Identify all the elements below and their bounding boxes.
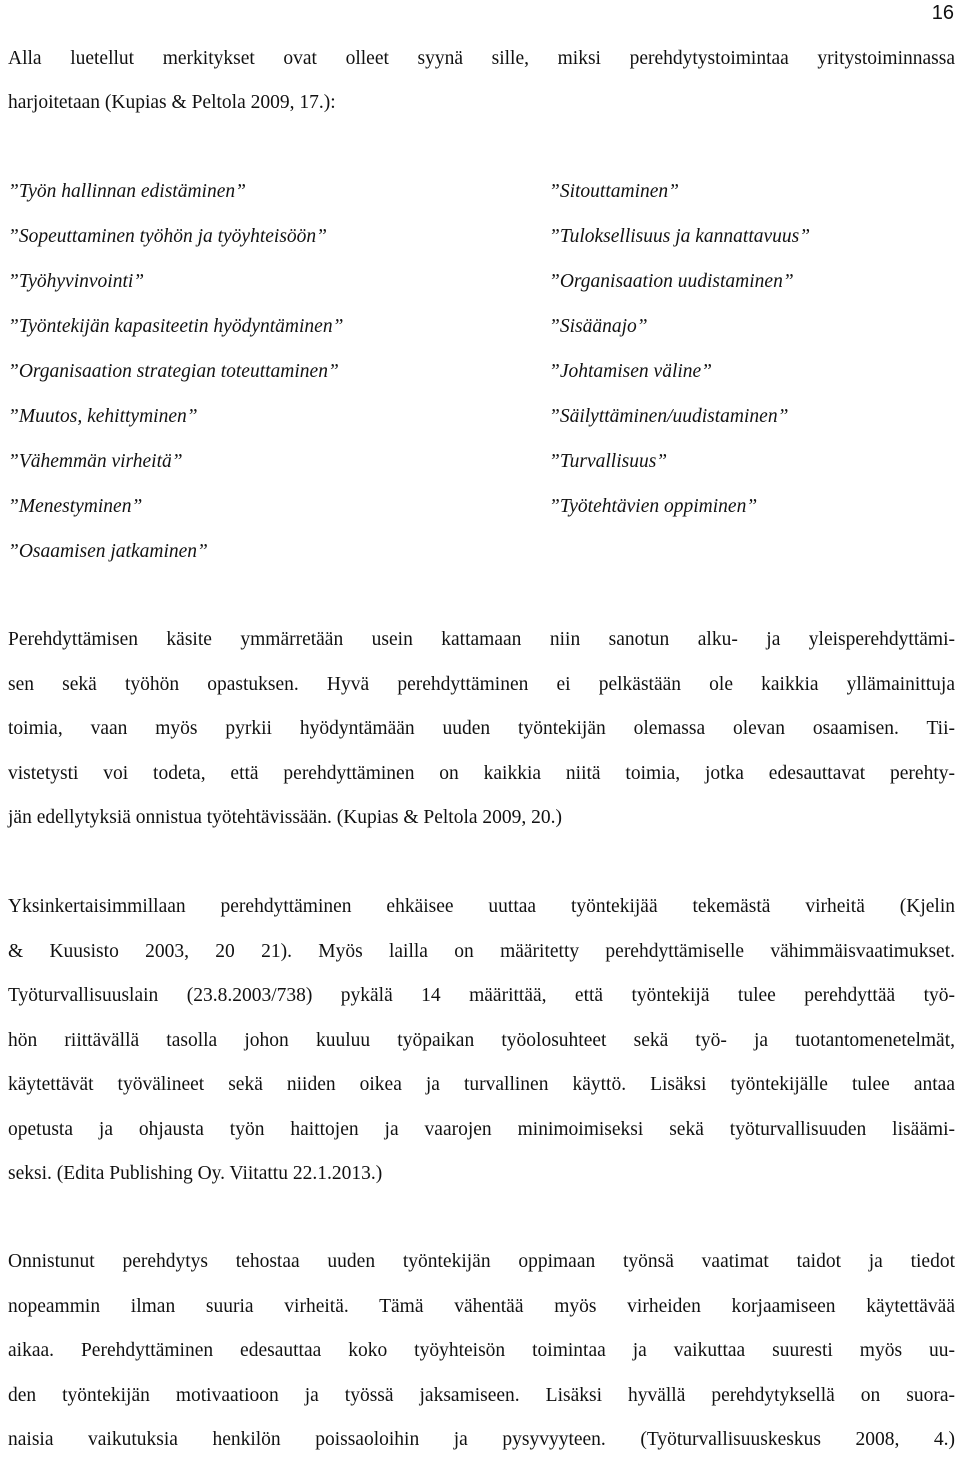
- paragraph-line: jän edellytyksiä onnistua työtehtävissään. (Kupias & Peltola 2009, 20.): [8, 807, 563, 828]
- meaning-item: ”Vähemmän virheitä”: [8, 451, 183, 472]
- paragraph-line: opetusta ja ohjausta työn haittojen ja vaarojen minimoimiseksi sekä työturvallisuuden lisäämi-: [8, 1118, 955, 1140]
- paragraph-line: Perehdyttämisen käsite ymmärretään usein kattamaan niin sanotun alku- ja yleisperehdyttämi-: [8, 629, 955, 650]
- meaning-item: ”Tuloksellisuus ja kannattavuus”: [549, 226, 811, 247]
- paragraph-line: seksi. (Edita Publishing Oy. Viitattu 22.1.2013.): [8, 1163, 383, 1184]
- meanings-list-right-column: [549, 169, 810, 529]
- paragraph-line: toimia, vaan myös pyrkii hyödyntämään uuden työntekijän olemassa olevan osaamisen. Tii-: [8, 718, 955, 739]
- paragraph-line: Yksinkertaisimmillaan perehdyttäminen ehkäisee uuttaa työntekijää tekemästä virheitä (Kjelin: [8, 896, 955, 917]
- meanings-list: [8, 169, 955, 569]
- meaning-item: ”Menestyminen”: [8, 496, 143, 517]
- body-paragraph: [8, 885, 955, 1197]
- page-number: 16: [931, 2, 954, 24]
- meaning-item: ”Johtamisen väline”: [549, 361, 713, 382]
- paragraph-line: vistetysti voi todeta, että perehdyttäminen on kaikkia niitä toimia, jotka edesauttavat perehty-: [8, 762, 955, 784]
- meaning-item: ”Turvallisuus”: [549, 451, 668, 472]
- meaning-item: ”Sitouttaminen”: [549, 181, 680, 202]
- body-paragraph: [8, 1240, 955, 1463]
- meaning-item: ”Sopeuttaminen työhön ja työyhteisöön”: [8, 226, 328, 247]
- meaning-item: ”Säilyttäminen/uudistaminen”: [549, 406, 789, 427]
- meaning-item: ”Työhyvinvointi”: [8, 271, 145, 292]
- meaning-item: ”Muutos, kehittyminen”: [8, 406, 198, 427]
- paragraph-line: sen sekä työhön opastuksen. Hyvä perehdyttäminen ei pelkästään ole kaikkia yllämainittuja: [8, 673, 955, 695]
- paragraph-line: Työturvallisuuslain (23.8.2003/738) pykälä 14 määrittää, että työntekijä tulee perehdyttää työ-: [8, 985, 955, 1006]
- meaning-item: ”Työtehtävien oppiminen”: [549, 496, 758, 517]
- meaning-item: ”Työntekijän kapasiteetin hyödyntäminen”: [8, 316, 344, 337]
- paragraph-line: & Kuusisto 2003, 20 21). Myös lailla on määritetty perehdyttämiselle vähimmäisvaatimukset.: [8, 940, 955, 962]
- paragraph-line: käytettävät työvälineet sekä niiden oikea ja turvallinen käyttö. Lisäksi työntekijälle tulee antaa: [8, 1074, 955, 1095]
- paragraph-line: Alla luetellut merkitykset ovat olleet syynä sille, miksi perehdytystoimintaa yritystoiminnassa: [8, 48, 955, 69]
- paragraph-line: Onnistunut perehdytys tehostaa uuden työntekijän oppimaan työnsä vaatimat taidot ja tiedot: [8, 1251, 955, 1272]
- meaning-item: ”Sisäänajo”: [549, 316, 648, 337]
- paragraph-line: hön riittävällä tasolla johon kuuluu työpaikan työolosuhteet sekä työ- ja tuotantomenetelmät,: [8, 1029, 955, 1051]
- meaning-item: ”Organisaation strategian toteuttaminen”: [8, 361, 339, 382]
- meanings-list-left-column: [8, 169, 343, 574]
- paragraph-line: aikaa. Perehdyttäminen edesauttaa koko työyhteisön toimintaa ja vaikuttaa suuresti myös uu-: [8, 1340, 955, 1361]
- meaning-item: ”Työn hallinnan edistäminen”: [8, 181, 246, 202]
- intro-paragraph: [8, 37, 955, 125]
- body-paragraph: [8, 618, 955, 841]
- paragraph-line: naisia vaikutuksia henkilön poissaoloihin ja pysyvyyteen. (Työturvallisuuskeskus 2008, 4.): [8, 1429, 955, 1450]
- meaning-item: ”Organisaation uudistaminen”: [549, 271, 794, 292]
- paragraph-line: nopeammin ilman suuria virheitä. Tämä vähentää myös virheiden korjaamiseen käytettävää: [8, 1295, 955, 1317]
- paragraph-line: harjoitetaan (Kupias & Peltola 2009, 17.):: [8, 92, 336, 113]
- paragraph-line: den työntekijän motivaatioon ja työssä jaksamiseen. Lisäksi hyvällä perehdytyksellä on suora-: [8, 1384, 955, 1406]
- meaning-item: ”Osaamisen jatkaminen”: [8, 541, 208, 562]
